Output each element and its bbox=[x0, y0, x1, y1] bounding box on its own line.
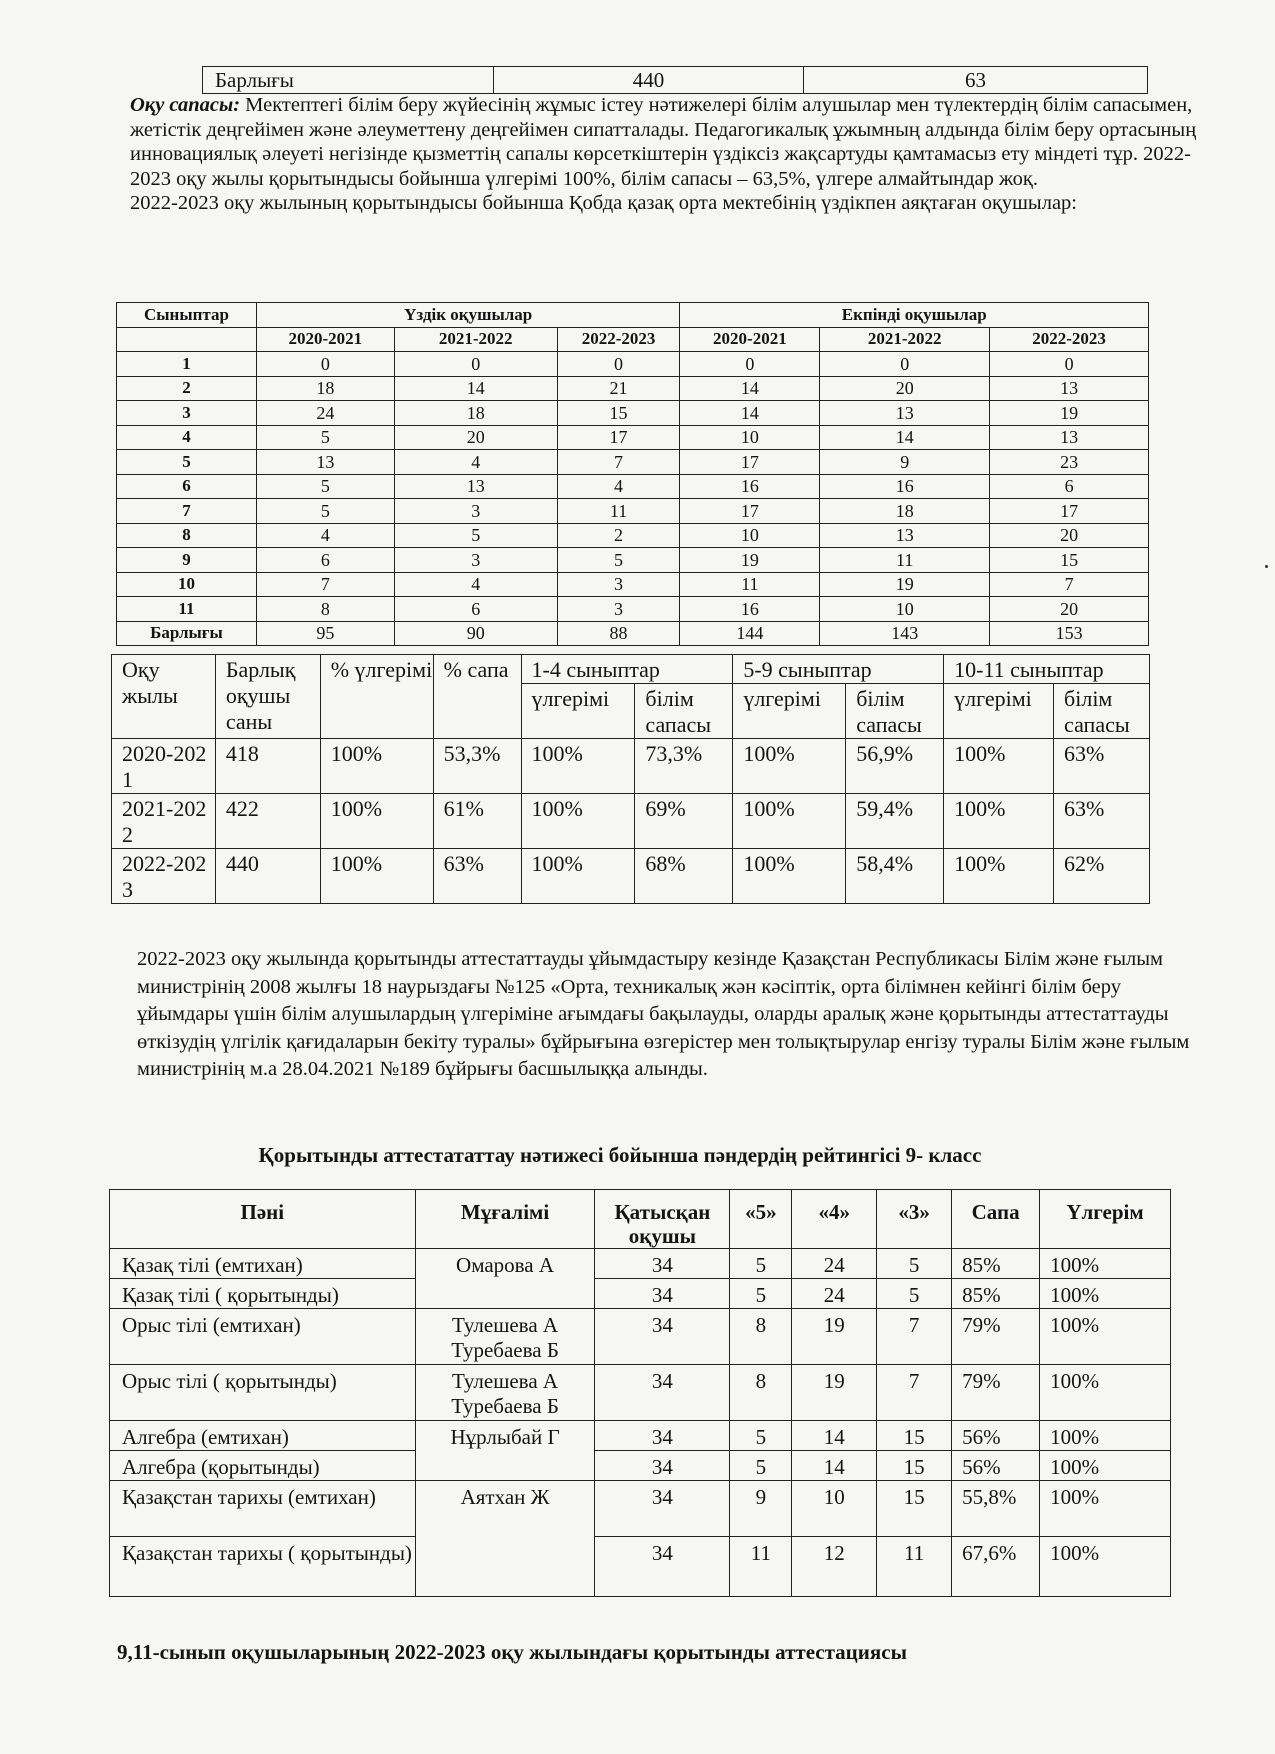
header-year: Оқу жылы bbox=[112, 655, 216, 739]
header-good: Екпінді оқушылар bbox=[680, 303, 1149, 328]
quality-value: 56% bbox=[952, 1451, 1040, 1481]
header-quality-sub: білім сапасы bbox=[846, 684, 944, 739]
year-value: 100% bbox=[521, 794, 635, 849]
header-grade-5: «5» bbox=[730, 1190, 792, 1249]
top-total-row bbox=[202, 66, 1148, 94]
academic-year: 2020-2021 bbox=[112, 739, 216, 794]
grade-5-count: 5 bbox=[730, 1451, 792, 1481]
quality-lead: Оқу сапасы: bbox=[130, 94, 241, 116]
grade-5-count: 8 bbox=[730, 1365, 792, 1421]
year-value: 418 bbox=[215, 739, 320, 794]
table-row bbox=[110, 1481, 1171, 1537]
quality-value: 85% bbox=[952, 1279, 1040, 1309]
grade-3-count: 15 bbox=[877, 1451, 952, 1481]
class-label: 6 bbox=[117, 474, 257, 499]
student-count: 5 bbox=[256, 499, 394, 524]
student-count: 9 bbox=[820, 450, 990, 475]
year-value: 69% bbox=[635, 794, 733, 849]
header-teacher: Мұғалімі bbox=[415, 1190, 595, 1249]
table-row bbox=[112, 794, 1150, 849]
grade-4-count: 14 bbox=[792, 1421, 877, 1451]
table-row bbox=[117, 548, 1149, 573]
student-count: 17 bbox=[680, 450, 820, 475]
class-label: 2 bbox=[117, 376, 257, 401]
quality-paragraph bbox=[130, 93, 1210, 216]
year-summary-table bbox=[111, 654, 1150, 904]
student-count: 90 bbox=[394, 621, 557, 646]
subject-name: Орыс тілі (емтихан) bbox=[110, 1309, 416, 1365]
year-value: 100% bbox=[944, 849, 1054, 904]
year-value: 59,4% bbox=[846, 794, 944, 849]
total-excellent: 63 bbox=[804, 67, 1148, 94]
final-attestation-title: 9,11-сынып оқушыларының 2022-2023 оқу жылындағы қорытынды аттестациясы bbox=[117, 1640, 907, 1664]
table-row bbox=[117, 572, 1149, 597]
student-count: 14 bbox=[820, 425, 990, 450]
student-count: 3 bbox=[394, 499, 557, 524]
header-excellent: Үздік оқушылар bbox=[256, 303, 680, 328]
grade-5-count: 5 bbox=[730, 1249, 792, 1279]
year-value: 56,9% bbox=[846, 739, 944, 794]
grade-4-count: 12 bbox=[792, 1537, 877, 1597]
header-quality-sub: білім сапасы bbox=[1054, 684, 1150, 739]
year-value: 100% bbox=[521, 849, 635, 904]
student-count: 4 bbox=[394, 572, 557, 597]
student-count: 7 bbox=[256, 572, 394, 597]
table-row bbox=[117, 352, 1149, 377]
header-grade-4: «4» bbox=[792, 1190, 877, 1249]
table-row bbox=[117, 523, 1149, 548]
student-count: 5 bbox=[256, 474, 394, 499]
student-count: 4 bbox=[557, 474, 680, 499]
student-count: 24 bbox=[256, 401, 394, 426]
grade-3-count: 11 bbox=[877, 1537, 952, 1597]
year-value: 61% bbox=[433, 794, 521, 849]
subject-name: Қазақ тілі ( қорытынды) bbox=[110, 1279, 416, 1309]
student-count: 16 bbox=[820, 474, 990, 499]
header-participants: Қатысқан оқушы bbox=[595, 1190, 730, 1249]
table-row bbox=[117, 621, 1149, 646]
year-value: 100% bbox=[320, 739, 433, 794]
year-value: 63% bbox=[433, 849, 521, 904]
student-count: 5 bbox=[557, 548, 680, 573]
subject-rating-table bbox=[109, 1189, 1171, 1597]
grade-3-count: 7 bbox=[877, 1365, 952, 1421]
participant-count: 34 bbox=[595, 1537, 730, 1597]
student-count: 21 bbox=[557, 376, 680, 401]
grade-4-count: 19 bbox=[792, 1365, 877, 1421]
student-count: 15 bbox=[557, 401, 680, 426]
table-row bbox=[110, 1451, 1171, 1481]
student-count: 19 bbox=[680, 548, 820, 573]
student-count: 2 bbox=[557, 523, 680, 548]
student-count: 13 bbox=[990, 376, 1149, 401]
student-count: 13 bbox=[394, 474, 557, 499]
subject-name: Қазақ тілі (емтихан) bbox=[110, 1249, 416, 1279]
excellent-students-table bbox=[116, 302, 1149, 646]
student-count: 15 bbox=[990, 548, 1149, 573]
year-value: 63% bbox=[1054, 739, 1150, 794]
header-subject: Пәні bbox=[110, 1190, 416, 1249]
student-count: 0 bbox=[394, 352, 557, 377]
grade-5-count: 11 bbox=[730, 1537, 792, 1597]
subject-name: Алгебра (емтихан) bbox=[110, 1421, 416, 1451]
student-count: 18 bbox=[820, 499, 990, 524]
student-count: 88 bbox=[557, 621, 680, 646]
student-count: 20 bbox=[990, 597, 1149, 622]
student-count: 6 bbox=[394, 597, 557, 622]
student-count: 23 bbox=[990, 450, 1149, 475]
table-row bbox=[110, 1421, 1171, 1451]
year-value: 440 bbox=[215, 849, 320, 904]
quality-text: Мектептегі білім беру жүйесінің жұмыс істеу нәтижелері білім алушылар мен түлектердің білім сапасымен, жетістік деңгейімен және әлеуметтену деңгейімен сипатталады. Педагогикалық ұжымның алдында білім беру ортасының инновациялық әлеуеті негізінде қызметтің сапалы көрсеткіштерін үздіксіз жақсартуды қамтамасыз ету міндеті тұр. 2022-2023 оқу жылы қорытындысы бойынша үлгерімі 100%, білім сапасы – 63,5%, үлгере алмайтындар жоқ. bbox=[130, 94, 1197, 190]
grade-4-count: 19 bbox=[792, 1309, 877, 1365]
teacher-name: Аятхан Ж bbox=[415, 1481, 595, 1597]
subject-name: Алгебра (қорытынды) bbox=[110, 1451, 416, 1481]
student-count: 13 bbox=[256, 450, 394, 475]
participant-count: 34 bbox=[595, 1279, 730, 1309]
quality-text-2: 2022-2023 оқу жылының қорытындысы бойынша Қобда қазақ орта мектебінің үздікпен аяқтаған оқушылар: bbox=[130, 192, 1077, 215]
year-value: 100% bbox=[944, 739, 1054, 794]
year-value: 58,4% bbox=[846, 849, 944, 904]
grade-4-count: 14 bbox=[792, 1451, 877, 1481]
table-row bbox=[117, 597, 1149, 622]
table-row bbox=[112, 739, 1150, 794]
year-value: 53,3% bbox=[433, 739, 521, 794]
subject-rating-title: Қорытынды аттестататтау нәтижесі бойынша пәндердің рейтингісі 9- класс bbox=[258, 1143, 982, 1167]
student-count: 16 bbox=[680, 474, 820, 499]
teacher-name: Нұрлыбай Г bbox=[415, 1421, 595, 1481]
class-label: 5 bbox=[117, 450, 257, 475]
header-pass-sub: үлгерімі bbox=[944, 684, 1054, 739]
pass-value: 100% bbox=[1040, 1481, 1171, 1537]
table-row bbox=[110, 1537, 1171, 1597]
header-grades-10-11: 10-11 сыныптар bbox=[944, 655, 1150, 684]
year-value: 422 bbox=[215, 794, 320, 849]
teacher-name: Тулешева А Туребаева Б bbox=[415, 1309, 595, 1365]
student-count: 4 bbox=[256, 523, 394, 548]
year-value: 62% bbox=[1054, 849, 1150, 904]
participant-count: 34 bbox=[595, 1421, 730, 1451]
class-label: 1 bbox=[117, 352, 257, 377]
year-value: 100% bbox=[733, 794, 846, 849]
pass-value: 100% bbox=[1040, 1451, 1171, 1481]
year-value: 100% bbox=[320, 849, 433, 904]
pass-value: 100% bbox=[1040, 1421, 1171, 1451]
participant-count: 34 bbox=[595, 1249, 730, 1279]
table-row bbox=[117, 401, 1149, 426]
attestation-paragraph: 2022-2023 оқу жылында қорытынды аттестаттауды ұйымдастыру кезінде Қазақстан Республикасы Білім және ғылым министрінің 2008 жылғы 18 наурыздағы №125 «Орта, техникалық жән кәсіптік, орта білімнен кейінгі білім беру ұйымдары үшін білім алушылардың үлгеріміне ағымдағы бақылауды, оларды аралық және қорытынды аттестаттауды өткізудің үлгілік қағидаларын бекіту туралы» бұйрығына өзгерістер мен толықтырулар енгізу туралы Білім және ғылым министрінің м.а 28.04.2021 №189 бұйрығы басшылыққа алынды. bbox=[137, 948, 1190, 1080]
year-value: 73,3% bbox=[635, 739, 733, 794]
student-count: 17 bbox=[990, 499, 1149, 524]
class-label: 4 bbox=[117, 425, 257, 450]
student-count: 14 bbox=[394, 376, 557, 401]
subject-name: Қазақстан тарихы ( қорытынды) bbox=[110, 1537, 416, 1597]
header-pass-sub: үлгерімі bbox=[521, 684, 635, 739]
student-count: 0 bbox=[256, 352, 394, 377]
student-count: 14 bbox=[680, 376, 820, 401]
student-count: 6 bbox=[256, 548, 394, 573]
year-value: 100% bbox=[733, 739, 846, 794]
total-students: 440 bbox=[494, 67, 804, 94]
table-row bbox=[110, 1365, 1171, 1421]
teacher-name: Тулешева А Туребаева Б bbox=[415, 1365, 595, 1421]
header-pass-sub: үлгерімі bbox=[733, 684, 846, 739]
year-table-body bbox=[112, 739, 1150, 904]
grade-5-count: 5 bbox=[730, 1279, 792, 1309]
table-row bbox=[110, 1279, 1171, 1309]
student-count: 20 bbox=[394, 425, 557, 450]
grade-3-count: 15 bbox=[877, 1481, 952, 1537]
academic-year: 2022-2023 bbox=[112, 849, 216, 904]
header-quality: % сапа bbox=[433, 655, 521, 739]
class-label: 10 bbox=[117, 572, 257, 597]
student-count: 5 bbox=[256, 425, 394, 450]
student-count: 17 bbox=[680, 499, 820, 524]
year-value: 100% bbox=[521, 739, 635, 794]
class-label: Барлығы bbox=[117, 621, 257, 646]
student-count: 0 bbox=[557, 352, 680, 377]
student-count: 10 bbox=[820, 597, 990, 622]
participant-count: 34 bbox=[595, 1451, 730, 1481]
student-count: 95 bbox=[256, 621, 394, 646]
quality-value: 67,6% bbox=[952, 1537, 1040, 1597]
student-count: 13 bbox=[990, 425, 1149, 450]
year-header: 2021-2022 bbox=[394, 327, 557, 352]
table-row bbox=[117, 499, 1149, 524]
pass-value: 100% bbox=[1040, 1365, 1171, 1421]
student-count: 8 bbox=[256, 597, 394, 622]
student-count: 11 bbox=[557, 499, 680, 524]
student-count: 3 bbox=[557, 572, 680, 597]
student-count: 18 bbox=[256, 376, 394, 401]
header-quality: Сапа bbox=[952, 1190, 1040, 1249]
table-row bbox=[112, 849, 1150, 904]
class-label: 8 bbox=[117, 523, 257, 548]
student-count: 0 bbox=[990, 352, 1149, 377]
year-header: 2020-2021 bbox=[680, 327, 820, 352]
table-row bbox=[117, 376, 1149, 401]
header-classes: Сыныптар bbox=[117, 303, 257, 328]
header-grades-1-4: 1-4 сыныптар bbox=[521, 655, 733, 684]
class-label: 11 bbox=[117, 597, 257, 622]
student-count: 10 bbox=[680, 425, 820, 450]
class-label: 3 bbox=[117, 401, 257, 426]
student-count: 3 bbox=[557, 597, 680, 622]
year-value: 68% bbox=[635, 849, 733, 904]
table-row bbox=[110, 1309, 1171, 1365]
class-label: 7 bbox=[117, 499, 257, 524]
excellent-table-body bbox=[117, 352, 1149, 646]
student-count: 19 bbox=[820, 572, 990, 597]
header-pass: % үлгерімі bbox=[320, 655, 433, 739]
header-pass: Үлгерім bbox=[1040, 1190, 1171, 1249]
student-count: 11 bbox=[820, 548, 990, 573]
student-count: 0 bbox=[680, 352, 820, 377]
pass-value: 100% bbox=[1040, 1537, 1171, 1597]
student-count: 7 bbox=[557, 450, 680, 475]
subject-name: Орыс тілі ( қорытынды) bbox=[110, 1365, 416, 1421]
table-row bbox=[117, 425, 1149, 450]
participant-count: 34 bbox=[595, 1365, 730, 1421]
participant-count: 34 bbox=[595, 1481, 730, 1537]
student-count: 16 bbox=[680, 597, 820, 622]
quality-value: 56% bbox=[952, 1421, 1040, 1451]
table-row bbox=[117, 474, 1149, 499]
quality-value: 79% bbox=[952, 1309, 1040, 1365]
student-count: 6 bbox=[990, 474, 1149, 499]
grade-3-count: 7 bbox=[877, 1309, 952, 1365]
total-label: Барлығы bbox=[203, 67, 494, 94]
table-row bbox=[110, 1249, 1171, 1279]
academic-year: 2021-2022 bbox=[112, 794, 216, 849]
header-quality-sub: білім сапасы bbox=[635, 684, 733, 739]
student-count: 13 bbox=[820, 523, 990, 548]
quality-value: 55,8% bbox=[952, 1481, 1040, 1537]
pass-value: 100% bbox=[1040, 1279, 1171, 1309]
header-total: Барлық оқушы саны bbox=[215, 655, 320, 739]
year-value: 63% bbox=[1054, 794, 1150, 849]
participant-count: 34 bbox=[595, 1309, 730, 1365]
year-value: 100% bbox=[944, 794, 1054, 849]
grade-3-count: 5 bbox=[877, 1249, 952, 1279]
student-count: 13 bbox=[820, 401, 990, 426]
grade-5-count: 5 bbox=[730, 1421, 792, 1451]
student-count: 4 bbox=[394, 450, 557, 475]
pass-value: 100% bbox=[1040, 1309, 1171, 1365]
pass-value: 100% bbox=[1040, 1249, 1171, 1279]
grade-5-count: 8 bbox=[730, 1309, 792, 1365]
student-count: 3 bbox=[394, 548, 557, 573]
student-count: 17 bbox=[557, 425, 680, 450]
grade-3-count: 5 bbox=[877, 1279, 952, 1309]
grade-4-count: 24 bbox=[792, 1249, 877, 1279]
year-value: 100% bbox=[320, 794, 433, 849]
grade-5-count: 9 bbox=[730, 1481, 792, 1537]
grade-4-count: 10 bbox=[792, 1481, 877, 1537]
class-label: 9 bbox=[117, 548, 257, 573]
student-count: 20 bbox=[990, 523, 1149, 548]
year-value: 100% bbox=[733, 849, 846, 904]
quality-value: 85% bbox=[952, 1249, 1040, 1279]
student-count: 7 bbox=[990, 572, 1149, 597]
student-count: 144 bbox=[680, 621, 820, 646]
subject-table-body bbox=[110, 1249, 1171, 1597]
student-count: 19 bbox=[990, 401, 1149, 426]
grade-4-count: 24 bbox=[792, 1279, 877, 1309]
header-blank bbox=[117, 327, 257, 352]
year-header: 2020-2021 bbox=[256, 327, 394, 352]
year-header: 2022-2023 bbox=[990, 327, 1149, 352]
student-count: 18 bbox=[394, 401, 557, 426]
grade-3-count: 15 bbox=[877, 1421, 952, 1451]
student-count: 11 bbox=[680, 572, 820, 597]
student-count: 143 bbox=[820, 621, 990, 646]
student-count: 153 bbox=[990, 621, 1149, 646]
header-grades-5-9: 5-9 сыныптар bbox=[733, 655, 944, 684]
student-count: 14 bbox=[680, 401, 820, 426]
year-header: 2021-2022 bbox=[820, 327, 990, 352]
student-count: 20 bbox=[820, 376, 990, 401]
student-count: 10 bbox=[680, 523, 820, 548]
student-count: 0 bbox=[820, 352, 990, 377]
student-count: 5 bbox=[394, 523, 557, 548]
quality-value: 79% bbox=[952, 1365, 1040, 1421]
subject-name: Қазақстан тарихы (емтихан) bbox=[110, 1481, 416, 1537]
header-grade-3: «3» bbox=[877, 1190, 952, 1249]
year-header: 2022-2023 bbox=[557, 327, 680, 352]
scan-speck bbox=[1265, 565, 1268, 568]
teacher-name: Омарова А bbox=[415, 1249, 595, 1309]
table-row bbox=[117, 450, 1149, 475]
